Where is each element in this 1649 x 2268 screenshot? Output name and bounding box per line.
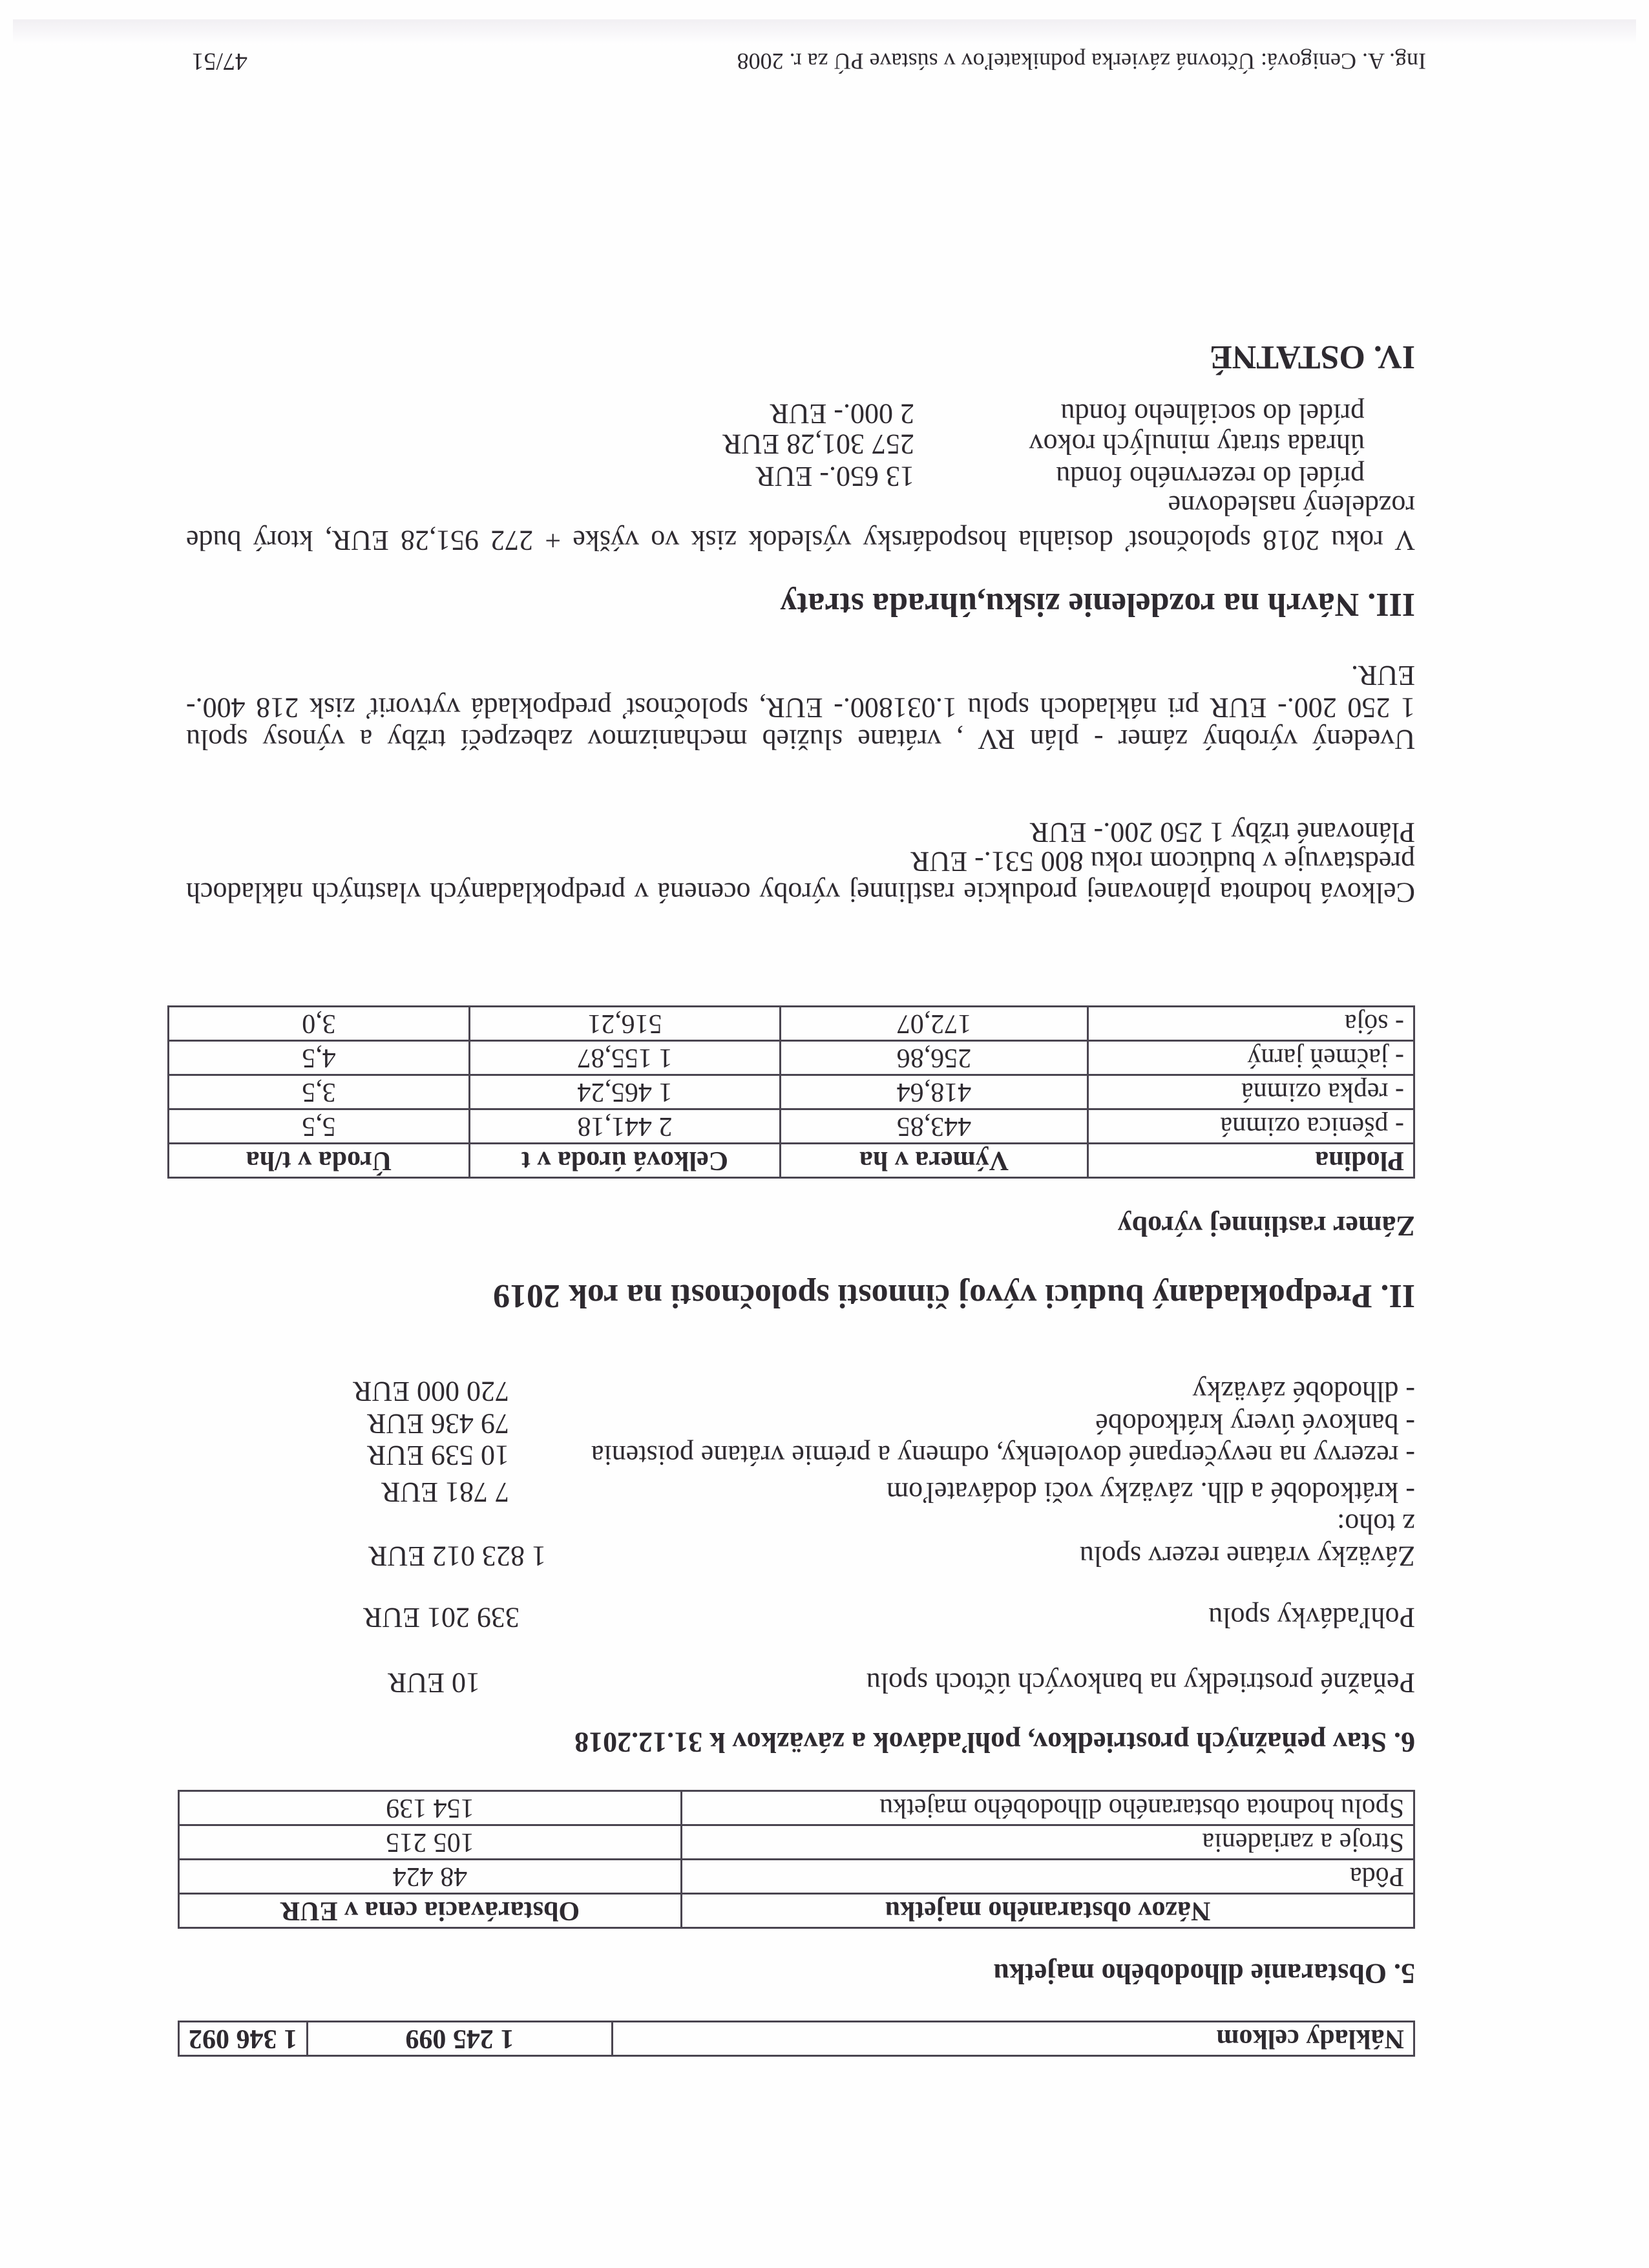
cell: 418,64 [781,1075,1088,1109]
receivables-label: Pohľadávky spolu [1208,1602,1415,1633]
cell: 154 139 [179,1791,682,1825]
table-header-row [179,1894,1414,1928]
cell: 3,5 [169,1075,470,1109]
liability-item-label: - rezervy na nevyčerpané dovolenky, odmeny a prémie vrátane poistenia [591,1440,1415,1471]
liabilities-value: 1 823 012 EUR [368,1540,546,1572]
cell: 516,21 [470,1007,781,1041]
cell: 256,86 [781,1041,1088,1075]
cell: Spolu hodnota obstaraného dlhodobého majetku [682,1791,1414,1825]
table-row [169,1075,1414,1109]
distribution-item-label: prídel do rezervného fondu [1056,461,1365,492]
distribution-item-label: prídel do sociálneho fondu [1060,398,1365,430]
distribution-item-value: 2 000.- EUR [770,398,914,430]
paragraph: Plánované tržby 1 250 200.- EUR [1029,817,1415,848]
section5-title: 5. Obstaranie dlhodobého majetku [993,1958,1415,1990]
cell: - repka ozimná [1088,1075,1414,1109]
table-row [179,1791,1414,1825]
cell: 48 424 [179,1860,682,1894]
paragraph: Uvedený výrobný zámer - plán RV , vrátane služieb mechanizmov zabezpečí tržby a výnosy spolu [186,724,1415,755]
distribution-item-label: úhrada straty minulých rokov [1029,428,1365,460]
cell: 172,07 [781,1007,1088,1041]
cell: 105 215 [179,1825,682,1860]
liability-item-label: - dlhodobé záväzky [1192,1376,1415,1407]
header-cell: Výmera v ha [781,1144,1088,1178]
section3-title: III. Návrh na rozdelenie zisku,úhrada straty [780,586,1415,623]
table-row [169,1109,1414,1144]
cell: Stroje a zariadenia [682,1825,1414,1860]
section2-subtitle: Zámer rastlinnej výroby [1117,1210,1415,1242]
cell: 3,0 [169,1007,470,1041]
table-row [169,1007,1414,1041]
cell: 1 465,24 [470,1075,781,1109]
cell: 5,5 [169,1109,470,1144]
cell: Pôda [682,1860,1414,1894]
liability-item-value: 720 000 EUR [353,1376,509,1407]
paragraph: 1 250 200.- EUR pri nákladoch spolu 1.031800.- EUR, spoločnosť predpokladá vytvoriť zisk 218 400.- EUR. [186,660,1415,724]
paragraph: rozdelený nasledovne [1168,490,1415,521]
of-which-label: z toho: [1337,1508,1415,1540]
section4-title: IV. OSTATNÉ [1210,339,1415,375]
header-cell: Úroda v t/ha [169,1144,470,1178]
assets-table [178,1790,1415,1929]
cash-label: Peňažné prostriedky na bankových účtoch spolu [866,1667,1415,1699]
costs-value-1: 1 245 099 [308,2022,613,2056]
header-cell: Obstarávacia cena v EUR [179,1894,682,1928]
cell: 4,5 [169,1041,470,1075]
header-cell: Názov obstaraného majetku [682,1894,1414,1928]
costs-label: Náklady celkom [612,2022,1414,2056]
page-number: 47/51 [191,48,247,75]
cell: 443,85 [781,1109,1088,1144]
header-cell: Celková úroda v t [470,1144,781,1178]
running-header: Ing. A. Cenigová: Účtovná závierka podnikateľov v sústave PÚ za r. 2008 [737,48,1426,74]
scan-edge [13,19,1636,45]
cash-value: 10 EUR [388,1667,480,1699]
paragraph: predstavuje v budúcom roku 800 531.- EUR [910,846,1415,877]
receivables-value: 339 201 EUR [363,1602,520,1633]
liability-item-value: 7 781 EUR [381,1476,509,1508]
liability-item-label: - krátkodobé a dlh. záväzky voči dodávateľom [886,1476,1415,1508]
costs-table [178,2021,1415,2057]
costs-value-2: 1 346 092 [179,2022,308,2056]
table-header-row [169,1144,1414,1178]
paragraph: V roku 2018 spoločnosť dosiahla hospodársky výsledok zisk vo výške + 272 951,28 EUR, ktorý bude [186,525,1415,556]
distribution-item-value: 13 650.- EUR [755,461,914,492]
section2-title: II. Predpokladaný budúci vývoj činnosti spoločnosti na rok 2019 [493,1277,1415,1314]
cell: - sója [1088,1007,1414,1041]
liability-item-value: 10 539 EUR [367,1440,509,1471]
table-row [169,1041,1414,1075]
paragraph: Celková hodnota plánovanej produkcie rastlinnej výroby ocenená v predpokladaných vlastných nákladoch [186,877,1415,908]
cell: - jačmeň jarný [1088,1041,1414,1075]
distribution-item-value: 257 301,28 EUR [722,428,914,460]
cell: - pšenica ozimná [1088,1109,1414,1144]
liability-item-value: 79 436 EUR [367,1408,509,1440]
liabilities-label: Záväzky vrátane rezerv spolu [1079,1540,1415,1572]
cell: 1 155,87 [470,1041,781,1075]
table-row [179,2022,1414,2056]
crop-table [167,1005,1415,1179]
table-row [179,1825,1414,1860]
section6-title: 6. Stav peňažných prostriedkov, pohľadávok a záväzkov k 31.12.2018 [574,1727,1415,1758]
cell: 2 441,18 [470,1109,781,1144]
header-cell: Plodina [1088,1144,1414,1178]
table-row [179,1860,1414,1894]
liability-item-label: - bankové úvery krátkodobé [1095,1408,1415,1440]
